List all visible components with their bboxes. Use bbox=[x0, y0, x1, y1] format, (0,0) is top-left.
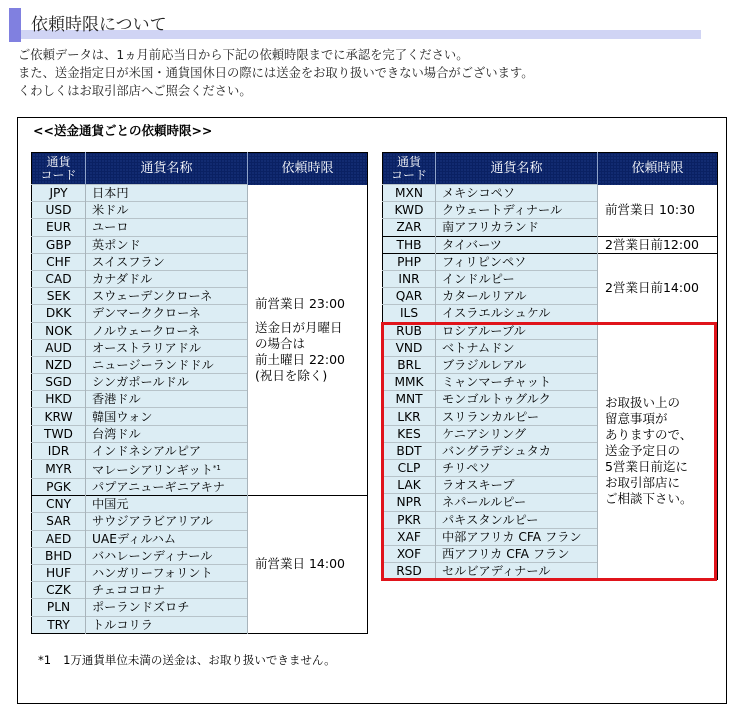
currency-name: ブラジルレアル bbox=[436, 356, 598, 373]
currency-code: LAK bbox=[383, 477, 436, 494]
currency-code: KES bbox=[383, 425, 436, 442]
currency-name: クウェートディナール bbox=[436, 202, 598, 219]
currency-name: 南アフリカランド bbox=[436, 219, 598, 236]
currency-code: IDR bbox=[32, 442, 86, 459]
deadline-line: 送金日が月曜日 bbox=[255, 319, 343, 335]
currency-name: ミャンマーチャット bbox=[436, 374, 598, 391]
currency-name: ベトナムドン bbox=[436, 339, 598, 356]
currency-code: CNY bbox=[32, 496, 86, 513]
header-deadline: 依頼時限 bbox=[248, 153, 368, 185]
currency-name: 台湾ドル bbox=[86, 425, 248, 442]
currency-code: BDT bbox=[383, 442, 436, 459]
header-currency-code: 通貨 コード bbox=[383, 153, 436, 185]
deadline-line: 2営業日前14:00 bbox=[605, 279, 699, 295]
currency-code: HKD bbox=[32, 391, 86, 408]
currency-code: NOK bbox=[32, 322, 86, 339]
currency-code: CZK bbox=[32, 582, 86, 599]
table-row bbox=[32, 496, 368, 513]
currency-name: オーストラリアドル bbox=[86, 339, 248, 356]
currency-code: PLN bbox=[32, 599, 86, 616]
deadline-cell bbox=[248, 185, 368, 496]
currency-name: 英ポンド bbox=[86, 236, 248, 253]
deadline-line: お取引部店に bbox=[605, 474, 681, 490]
deadline-cell bbox=[598, 185, 718, 237]
currency-code: SEK bbox=[32, 288, 86, 305]
table-header-row bbox=[32, 153, 368, 185]
footnote-mark: *1 bbox=[38, 653, 52, 667]
intro-line: また、送金指定日が米国・通貨国休日の際には送金をお取り扱いできない場合がございます。 bbox=[18, 66, 534, 80]
title-accent-bar bbox=[9, 8, 21, 42]
currency-code: KRW bbox=[32, 408, 86, 425]
currency-name: メキシコペソ bbox=[436, 185, 598, 202]
table-header-row bbox=[383, 153, 718, 185]
currency-code: PHP bbox=[383, 253, 436, 270]
currency-name: ネパールルピー bbox=[436, 494, 598, 511]
page-title: 依頼時限について bbox=[31, 15, 167, 35]
currency-name: ユーロ bbox=[86, 219, 248, 236]
table-row bbox=[383, 253, 718, 270]
deadline-line: (祝日を除く) bbox=[255, 367, 328, 383]
currency-code: MXN bbox=[383, 185, 436, 202]
currency-code: XAF bbox=[383, 528, 436, 545]
currency-name: ニュージーランドドル bbox=[86, 356, 248, 373]
currency-name: サウジアラビアリアル bbox=[86, 513, 248, 530]
deadline-line: ご相談下さい。 bbox=[605, 490, 693, 506]
currency-name: チリペソ bbox=[436, 460, 598, 477]
currency-name: ケニアシリング bbox=[436, 425, 598, 442]
currency-code: AED bbox=[32, 530, 86, 547]
currency-code: BHD bbox=[32, 547, 86, 564]
currency-name: パキスタンルピー bbox=[436, 511, 598, 528]
intro-line: くわしくはお取引部店へご照会ください。 bbox=[18, 84, 252, 98]
currency-name: 西アフリカ CFA フラン bbox=[436, 545, 598, 562]
currency-code: RUB bbox=[383, 322, 436, 339]
currency-name: ハンガリーフォリント bbox=[86, 564, 248, 581]
footnote-ref: *1 bbox=[212, 464, 221, 472]
header-currency-name: 通貨名称 bbox=[86, 153, 248, 185]
header-currency-code: 通貨 コード bbox=[32, 153, 86, 185]
deadline-line: ありますので、 bbox=[605, 426, 693, 442]
currency-code: DKK bbox=[32, 305, 86, 322]
currency-name: スリランカルピー bbox=[436, 408, 598, 425]
currency-code: ZAR bbox=[383, 219, 436, 236]
currency-name: ロシアルーブル bbox=[436, 322, 598, 339]
currency-code: TRY bbox=[32, 616, 86, 633]
deadline-line: お取扱い上の bbox=[605, 394, 681, 410]
currency-name: バングラデシュタカ bbox=[436, 442, 598, 459]
currency-name: UAEディルハム bbox=[86, 530, 248, 547]
currency-code: VND bbox=[383, 339, 436, 356]
currency-name: 日本円 bbox=[86, 185, 248, 202]
deadline-cell bbox=[248, 496, 368, 634]
currency-code: EUR bbox=[32, 219, 86, 236]
currency-code: KWD bbox=[383, 202, 436, 219]
table-row bbox=[32, 185, 368, 202]
currency-code: INR bbox=[383, 270, 436, 287]
deadline-line: 留意事項が bbox=[605, 410, 668, 426]
deadline-line: 前営業日 23:00 bbox=[255, 295, 345, 311]
intro-text bbox=[18, 46, 534, 100]
currency-name: カタールリアル bbox=[436, 288, 598, 305]
intro-line: ご依頼データは、1ヵ月前応当日から下記の依頼時限までに承認を完了ください。 bbox=[18, 48, 469, 62]
currency-code: MNT bbox=[383, 391, 436, 408]
currency-code: QAR bbox=[383, 288, 436, 305]
deadline-line: 2営業日前12:00 bbox=[605, 236, 699, 252]
currency-code: LKR bbox=[383, 408, 436, 425]
currency-name: カナダドル bbox=[86, 270, 248, 287]
currency-code: PGK bbox=[32, 479, 86, 496]
left-currency-table bbox=[31, 152, 368, 634]
deadline-line: 送金予定日の bbox=[605, 442, 681, 458]
deadline-line: 前土曜日 22:00 bbox=[255, 351, 345, 367]
currency-name: ノルウェークローネ bbox=[86, 322, 248, 339]
currency-name: マレーシアリンギット$^{*1}$ bbox=[86, 460, 248, 479]
currency-code: THB bbox=[383, 236, 436, 253]
currency-code: XOF bbox=[383, 545, 436, 562]
currency-name: モンゴルトゥグルク bbox=[436, 391, 598, 408]
currency-code: CHF bbox=[32, 253, 86, 270]
currency-name: インドルピー bbox=[436, 270, 598, 287]
currency-name: フィリピンペソ bbox=[436, 253, 598, 270]
section-heading: <<送金通貨ごとの依頼時限>> bbox=[33, 123, 213, 138]
currency-code: NZD bbox=[32, 356, 86, 373]
currency-code: SAR bbox=[32, 513, 86, 530]
deadline-line: 前営業日 10:30 bbox=[605, 202, 695, 218]
currency-name: 中国元 bbox=[86, 496, 248, 513]
currency-name: トルコリラ bbox=[86, 616, 248, 633]
currency-code: TWD bbox=[32, 425, 86, 442]
footnote bbox=[38, 652, 336, 668]
currency-code: RSD bbox=[383, 563, 436, 580]
page-title-bar bbox=[9, 8, 701, 42]
currency-code: AUD bbox=[32, 339, 86, 356]
deadline-cell bbox=[598, 322, 718, 580]
currency-name: チェココロナ bbox=[86, 582, 248, 599]
currency-code: SGD bbox=[32, 374, 86, 391]
currency-name: デンマーククローネ bbox=[86, 305, 248, 322]
deadline-line: 5営業日前迄に bbox=[605, 458, 688, 474]
currency-name: 米ドル bbox=[86, 202, 248, 219]
currency-name: 中部アフリカ CFA フラン bbox=[436, 528, 598, 545]
currency-code: BRL bbox=[383, 356, 436, 373]
currency-code: MYR bbox=[32, 460, 86, 479]
currency-name: 香港ドル bbox=[86, 391, 248, 408]
deadline-cell bbox=[598, 253, 718, 322]
currency-code: MMK bbox=[383, 374, 436, 391]
currency-name: スイスフラン bbox=[86, 253, 248, 270]
currency-code: ILS bbox=[383, 305, 436, 322]
currency-name: パプアニューギニアキナ bbox=[86, 479, 248, 496]
currency-name: セルビアディナール bbox=[436, 563, 598, 580]
currency-name: タイバーツ bbox=[436, 236, 598, 253]
currency-name: ポーランドズロチ bbox=[86, 599, 248, 616]
currency-name: 韓国ウォン bbox=[86, 408, 248, 425]
table-row bbox=[383, 185, 718, 202]
deadline-line bbox=[255, 312, 367, 320]
currency-name: インドネシアルピア bbox=[86, 442, 248, 459]
currency-name: ラオスキープ bbox=[436, 477, 598, 494]
currency-code: CAD bbox=[32, 270, 86, 287]
currency-code: NPR bbox=[383, 494, 436, 511]
deadline-line: 前営業日 14:00 bbox=[255, 556, 345, 572]
table-row bbox=[383, 236, 718, 253]
currency-name: イスラエルシュケル bbox=[436, 305, 598, 322]
footnote-text: 1万通貨単位未満の送金は、お取り扱いできません。 bbox=[63, 653, 336, 667]
currency-name: バハレーンディナール bbox=[86, 547, 248, 564]
header-currency-name: 通貨名称 bbox=[436, 153, 598, 185]
deadline-line: の場合は bbox=[255, 335, 306, 351]
currency-code: HUF bbox=[32, 564, 86, 581]
currency-code: USD bbox=[32, 202, 86, 219]
currency-code: GBP bbox=[32, 236, 86, 253]
table-row bbox=[383, 322, 718, 339]
currency-code: PKR bbox=[383, 511, 436, 528]
header-deadline: 依頼時限 bbox=[598, 153, 718, 185]
currency-code: CLP bbox=[383, 460, 436, 477]
currency-name: スウェーデンクローネ bbox=[86, 288, 248, 305]
currency-code: JPY bbox=[32, 185, 86, 202]
right-currency-table bbox=[382, 152, 718, 580]
currency-name: シンガポールドル bbox=[86, 374, 248, 391]
deadline-cell bbox=[598, 236, 718, 253]
